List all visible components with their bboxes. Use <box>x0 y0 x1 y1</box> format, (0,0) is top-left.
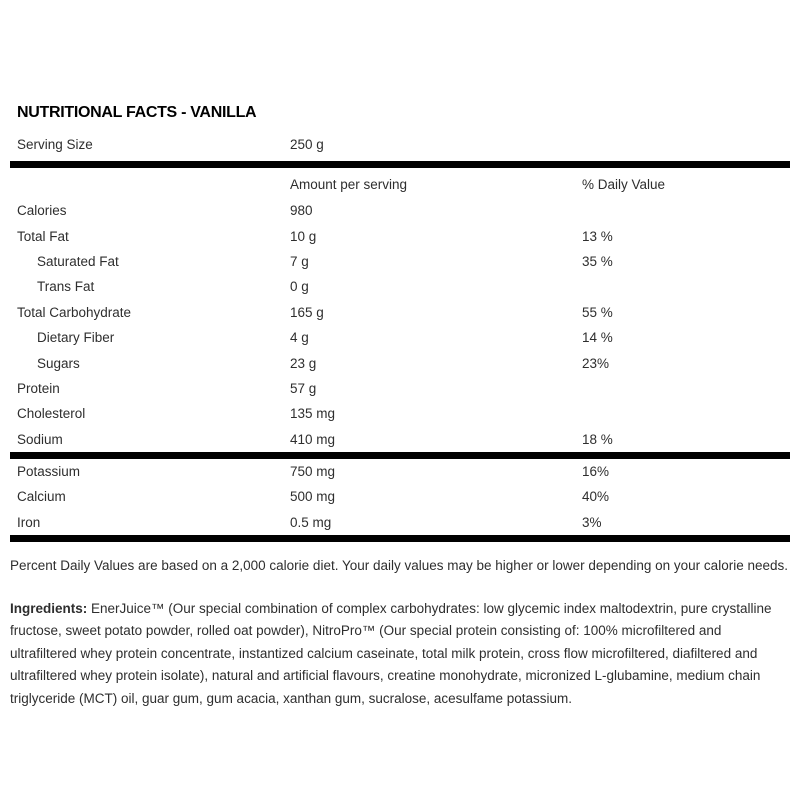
nutrient-amount: 4 g <box>290 330 309 346</box>
separator-bar-middle <box>10 452 790 459</box>
nutrient-amount: 410 mg <box>290 431 336 447</box>
nutrient-amount: 165 g <box>290 304 324 320</box>
nutrient-label: Iron <box>17 514 41 530</box>
column-header-daily-value: % Daily Value <box>582 177 666 192</box>
nutrient-label: Calories <box>17 203 67 219</box>
nutrient-dv: 18 % <box>582 431 613 447</box>
ingredients-label: Ingredients: <box>10 601 88 617</box>
table-row-total-carbohydrate <box>10 300 790 325</box>
nutrient-amount: 980 <box>290 203 313 219</box>
nutrient-amount: 750 mg <box>290 464 336 480</box>
minerals-table <box>10 459 790 535</box>
nutrient-amount: 135 mg <box>290 406 336 422</box>
table-row-cholesterol <box>10 401 790 426</box>
page-title: NUTRITIONAL FACTS - VANILLA <box>17 104 257 121</box>
table-row-dietary-fiber <box>10 325 790 350</box>
nutrient-label: Protein <box>17 380 60 396</box>
nutrient-dv: 16% <box>582 464 610 480</box>
nutrient-amount: 0 g <box>290 279 309 295</box>
table-row-calcium <box>10 484 790 509</box>
nutrient-label: Saturated Fat <box>37 253 119 269</box>
table-row-iron <box>10 510 790 535</box>
nutrient-dv: 3% <box>582 514 602 530</box>
table-row-sodium <box>10 427 790 452</box>
serving-size-row <box>10 131 790 157</box>
table-row-saturated-fat <box>10 249 790 274</box>
nutrient-label: Trans Fat <box>37 279 95 295</box>
nutrient-dv: 23% <box>582 355 610 371</box>
column-header-amount: Amount per serving <box>290 177 408 192</box>
separator-bar-top <box>10 161 790 168</box>
nutrient-amount: 0.5 mg <box>290 514 332 530</box>
column-header-row <box>10 168 790 198</box>
table-row-protein <box>10 376 790 401</box>
nutrient-amount: 23 g <box>290 355 317 371</box>
table-row-total-fat <box>10 223 790 248</box>
nutrient-label: Sodium <box>17 431 63 447</box>
serving-size-value: 250 g <box>290 136 324 152</box>
ingredients-text: EnerJuice™ (Our special combination of complex carbohydrates: low glycemic index maltodextrin, pure crystalline fructose, sweet potato powder, rolled oat powder), NitroPro™ (Our special protein consisting of: 100% microfiltered and ultrafiltered whey protein concentrate, instantized calcium caseinate, total milk protein, cross flow microfiltered, diafiltered and ultrafiltered whey protein isolate), natural and artificial flavours, creatine monohydrate, micronized L-glubamine, medium chain triglyceride (MCT) oil, guar gum, gum acacia, xanthan gum, sucralose, acesulfame potassium. <box>10 601 772 706</box>
nutrient-label: Total Carbohydrate <box>17 304 132 320</box>
nutrient-amount: 10 g <box>290 228 317 244</box>
separator-bar-bottom <box>10 535 790 542</box>
serving-size-label: Serving Size <box>17 136 93 152</box>
table-row-calories <box>10 198 790 223</box>
daily-values-footnote: Percent Daily Values are based on a 2,000 calorie diet. Your daily values may be higher or lower depending on your calorie needs. <box>10 558 788 574</box>
table-row-potassium <box>10 459 790 484</box>
nutrient-label: Total Fat <box>17 228 69 244</box>
nutrient-dv: 40% <box>582 489 610 505</box>
nutrient-amount: 7 g <box>290 253 309 269</box>
nutrient-amount: 57 g <box>290 380 317 396</box>
nutrient-label: Calcium <box>17 489 66 505</box>
table-row-trans-fat <box>10 274 790 299</box>
nutrient-dv: 55 % <box>582 304 613 320</box>
nutrient-label: Cholesterol <box>17 406 86 422</box>
nutrient-table <box>10 198 790 452</box>
nutrient-dv: 13 % <box>582 228 613 244</box>
table-row-sugars <box>10 350 790 375</box>
ingredients-paragraph <box>10 598 790 710</box>
nutrient-amount: 500 mg <box>290 489 336 505</box>
nutrient-dv: 35 % <box>582 253 613 269</box>
nutrient-label: Potassium <box>17 464 81 480</box>
nutrient-label: Sugars <box>37 355 80 371</box>
nutrient-label: Dietary Fiber <box>37 330 115 346</box>
nutrient-dv: 14 % <box>582 330 613 346</box>
